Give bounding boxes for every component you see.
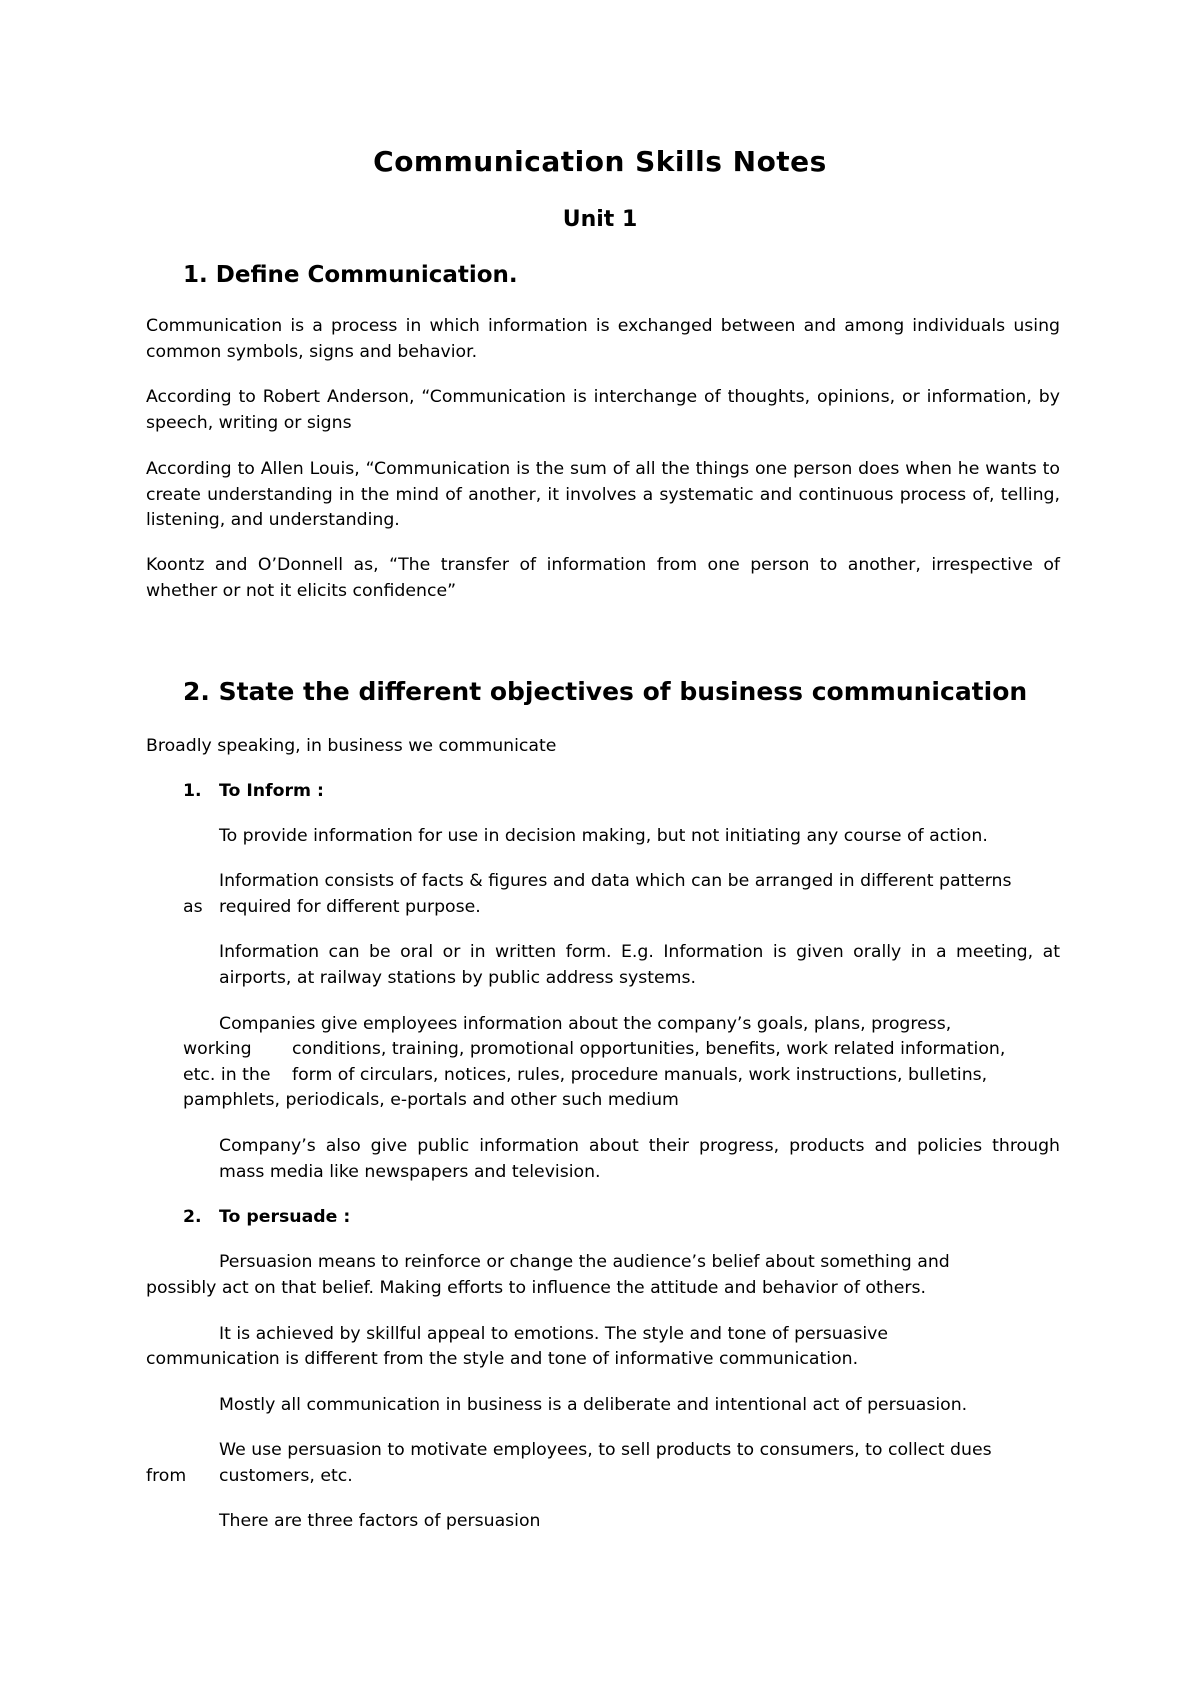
list-item-to-persuade bbox=[183, 1205, 350, 1231]
paragraph: There are three factors of persuasion bbox=[219, 1511, 541, 1531]
list-label: To Inform : bbox=[219, 781, 324, 801]
paragraph: To provide information for use in decision making, but not initiating any course of action. bbox=[219, 826, 988, 846]
section-intro: Broadly speaking, in business we communicate bbox=[146, 736, 557, 756]
paragraph-line: We use persuasion to motivate employees, to sell products to consumers, to collect dues bbox=[219, 1440, 992, 1460]
paragraph: Communication is a process in which information is exchanged between and among individuals using common symbols, signs and behavior. bbox=[146, 316, 1060, 362]
list-number: 1. bbox=[183, 781, 202, 801]
section-heading-objectives: 2. State the different objectives of business communication bbox=[183, 677, 1028, 706]
paragraph-line: It is achieved by skillful appeal to emotions. The style and tone of persuasive bbox=[219, 1324, 888, 1344]
paragraph-line: possibly act on that belief. Making efforts to influence the attitude and behavior of others. bbox=[146, 1278, 926, 1298]
hanging-word: as bbox=[183, 897, 203, 917]
paragraph: Information can be oral or in written form. E.g. Information is given orally in a meeting, at airports, at railway stations by public address systems. bbox=[219, 942, 1060, 988]
list-item-to-inform bbox=[183, 779, 324, 805]
paragraph-line: form of circulars, notices, rules, procedure manuals, work instructions, bulletins, bbox=[292, 1065, 988, 1085]
hanging-word: working bbox=[183, 1039, 252, 1059]
paragraph: Mostly all communication in business is a deliberate and intentional act of persuasion. bbox=[219, 1395, 968, 1415]
paragraph-line: Companies give employees information about the company’s goals, plans, progress, bbox=[219, 1014, 952, 1034]
paragraph: Koontz and O’Donnell as, “The transfer of information from one person to another, irrespective of whether or not it elicits confidence” bbox=[146, 555, 1060, 601]
paragraph-line: required for different purpose. bbox=[219, 897, 481, 917]
paragraph-line: conditions, training, promotional opportunities, benefits, work related information, bbox=[292, 1039, 1006, 1059]
paragraph: According to Robert Anderson, “Communication is interchange of thoughts, opinions, or information, by speech, writing or signs bbox=[146, 387, 1060, 433]
paragraph-line: communication is different from the style and tone of informative communication. bbox=[146, 1349, 859, 1369]
paragraph-line: pamphlets, periodicals, e-portals and other such medium bbox=[183, 1090, 679, 1110]
paragraph: Company’s also give public information about their progress, products and policies through mass media like newspapers and television. bbox=[219, 1136, 1060, 1182]
unit-title: Unit 1 bbox=[562, 207, 638, 232]
paragraph-line: Persuasion means to reinforce or change the audience’s belief about something and bbox=[219, 1252, 950, 1272]
paragraph-line: customers, etc. bbox=[219, 1466, 353, 1486]
list-number: 2. bbox=[183, 1207, 202, 1227]
hanging-word: etc. in the bbox=[183, 1065, 271, 1085]
paragraph: According to Allen Louis, “Communication is the sum of all the things one person does when he wants to create understanding in the mind of another, it involves a systematic and continuous process of, telling, listening, and understanding. bbox=[146, 459, 1060, 530]
list-label: To persuade : bbox=[219, 1207, 351, 1227]
hanging-word: from bbox=[146, 1466, 187, 1486]
paragraph-line: Information consists of facts & figures and data which can be arranged in different patterns bbox=[219, 871, 1012, 891]
page-title: Communication Skills Notes bbox=[373, 145, 827, 178]
section-heading-define-communication: 1. Define Communication. bbox=[183, 262, 518, 288]
